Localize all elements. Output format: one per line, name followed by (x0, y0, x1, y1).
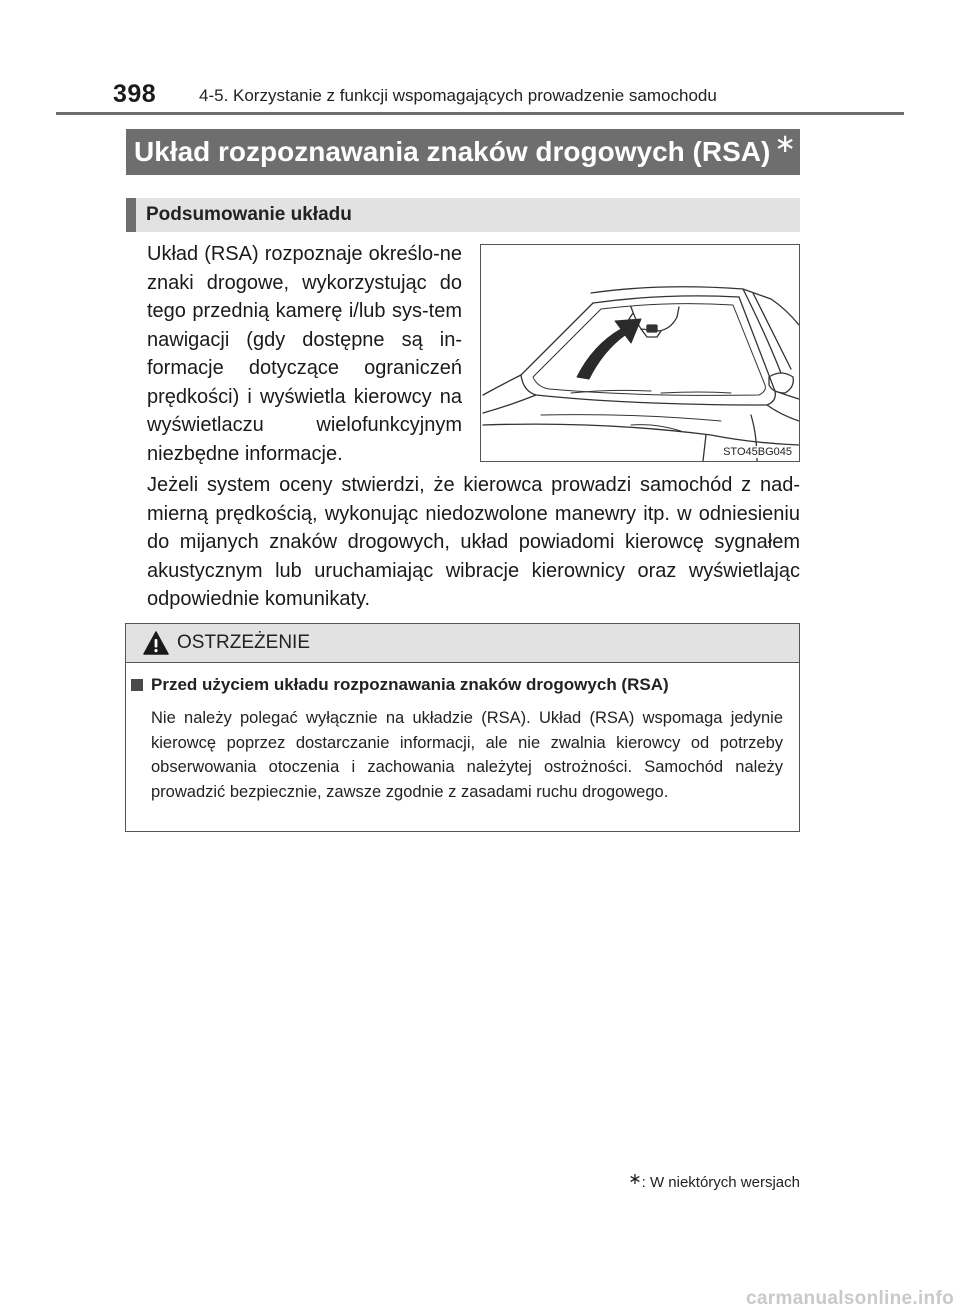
windshield-camera-figure (480, 244, 800, 462)
warning-heading-text: Przed użyciem układu rozpoznawania znaków drogowych (RSA) (151, 675, 669, 694)
watermark: carmanualsonline.info (746, 1288, 954, 1309)
footnote-mark: ∗ (628, 1171, 642, 1188)
windshield-illustration (481, 245, 799, 461)
intro-paragraph: Układ (RSA) rozpoznaje określo-ne znaki drogowe, wykorzystując do tego przednią kamerę i/lub sys-tem nawigacji (gdy dostępne są in-formacje dotyczące ograniczeń prędkości) i wyświetla kierowcy na wyświetlaczu wielofunkcyjnym niezbędne informacje. (147, 243, 462, 465)
figure-code: STO45BG045 (723, 446, 792, 458)
footnote-text: : W niektórych wersjach (641, 1174, 800, 1191)
square-bullet-icon (131, 679, 143, 691)
warning-triangle-icon (143, 631, 169, 655)
section-title: Układ rozpoznawania znaków drogowych (RSA) (134, 136, 771, 167)
warning-header (126, 624, 799, 663)
section-title-bar (126, 129, 800, 175)
subsection-title: Podsumowanie układu (126, 198, 800, 232)
footnote (628, 1172, 800, 1192)
warning-title: OSTRZEŻENIE (177, 632, 311, 653)
page-number: 398 (113, 80, 157, 108)
body-paragraph: Jeżeli system oceny stwierdzi, że kierowca prowadzi samochód z nad-mierną prędkością, wykonując niedozwolone manewry itp. w odniesieniu do mijanych znaków drogowych, układ powiadomi kierowcę sygnałem akustycznym lub uruchamiając wibracje kierownicy oraz wyświetlając odpowiednie komunikaty. (147, 474, 800, 610)
running-header: 4-5. Korzystanie z funkcji wspomagających prowadzenie samochodu (199, 86, 717, 105)
asterisk-mark: ∗ (774, 127, 797, 158)
warning-text: Nie należy polegać wyłącznie na układzie (RSA). Układ (RSA) wspomaga jedynie kierowcę poprzez dostarczanie informacji, ale nie zwalnia kierowcy od potrzeby obserwowania otoczenia i zachowania należytej ostrożności. Samochód należy prowadzić bezpiecznie, zawsze zgodnie z zasadami ruchu drogowego. (151, 709, 783, 801)
warning-box (125, 623, 800, 832)
warning-heading (131, 675, 669, 695)
header-rule (56, 112, 904, 115)
